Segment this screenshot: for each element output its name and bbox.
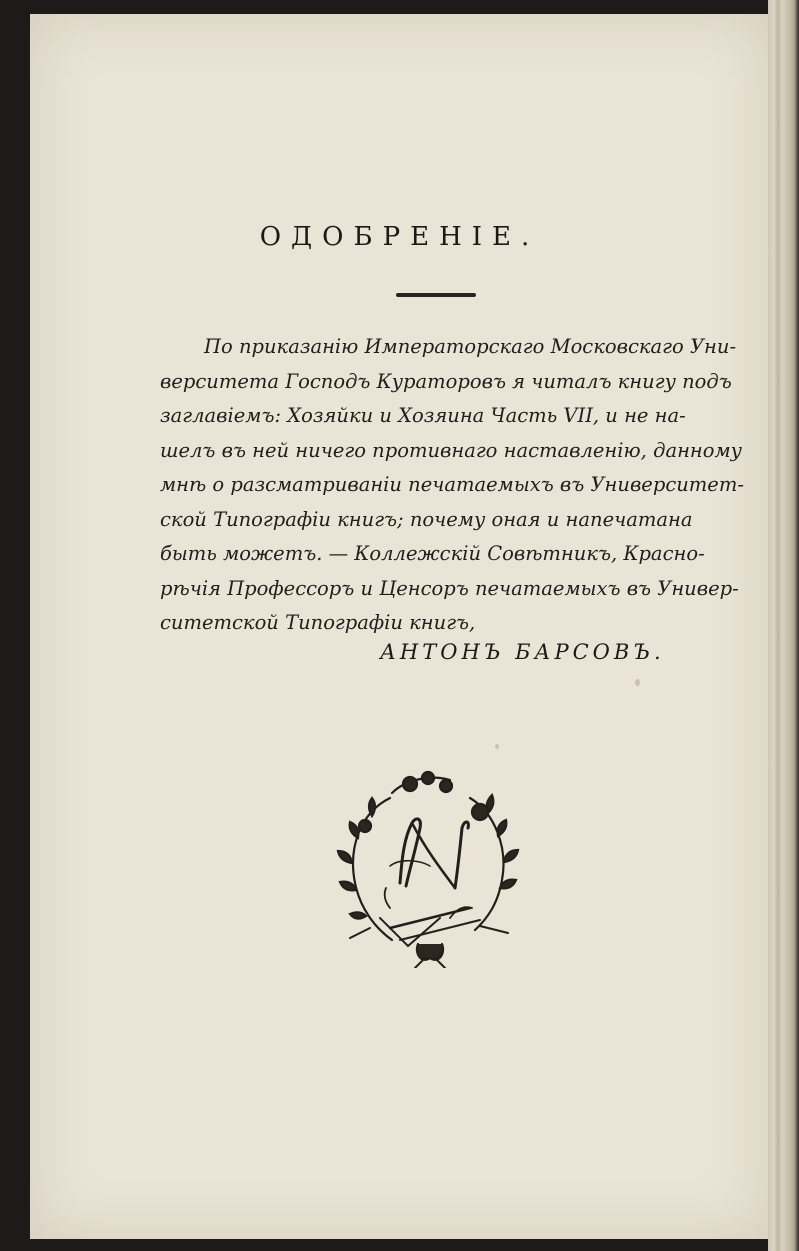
text-line: верситета Господъ Кураторовъ я читалъ книгу подъ	[160, 369, 732, 393]
text-line: заглавіемъ: Хозяйки и Хозяина Часть VII, и не на-	[160, 404, 686, 427]
monogram-wreath-vignette	[330, 768, 525, 968]
title-rule	[396, 293, 476, 297]
text-line: ской Типографіи книгъ; почему оная и напечатана	[160, 507, 693, 531]
text-line: рѣчія Профессоръ и Ценсоръ печатаемыхъ въ Универ-	[160, 576, 739, 600]
paper-spot	[495, 744, 499, 749]
page-title: ОДОБРЕНІЕ.	[259, 222, 540, 252]
text-line: ситетской Типографіи книгъ,	[160, 611, 476, 634]
approval-text	[160, 330, 744, 641]
text-line: быть можетъ. — Коллежскій Совѣтникъ, Красно-	[160, 542, 705, 565]
text-line: мнѣ о разсматриваніи печатаемыхъ въ Университет-	[160, 473, 744, 496]
text-line: По приказанію Императорскаго Московскаго Уни-	[204, 335, 737, 358]
page-edge	[768, 0, 799, 1251]
signature: АНТОНЪ БАРСОВЪ.	[380, 640, 665, 664]
text-line: шелъ въ ней ничего противнаго наставленію, данному	[160, 438, 742, 462]
paper-spot	[635, 679, 640, 686]
